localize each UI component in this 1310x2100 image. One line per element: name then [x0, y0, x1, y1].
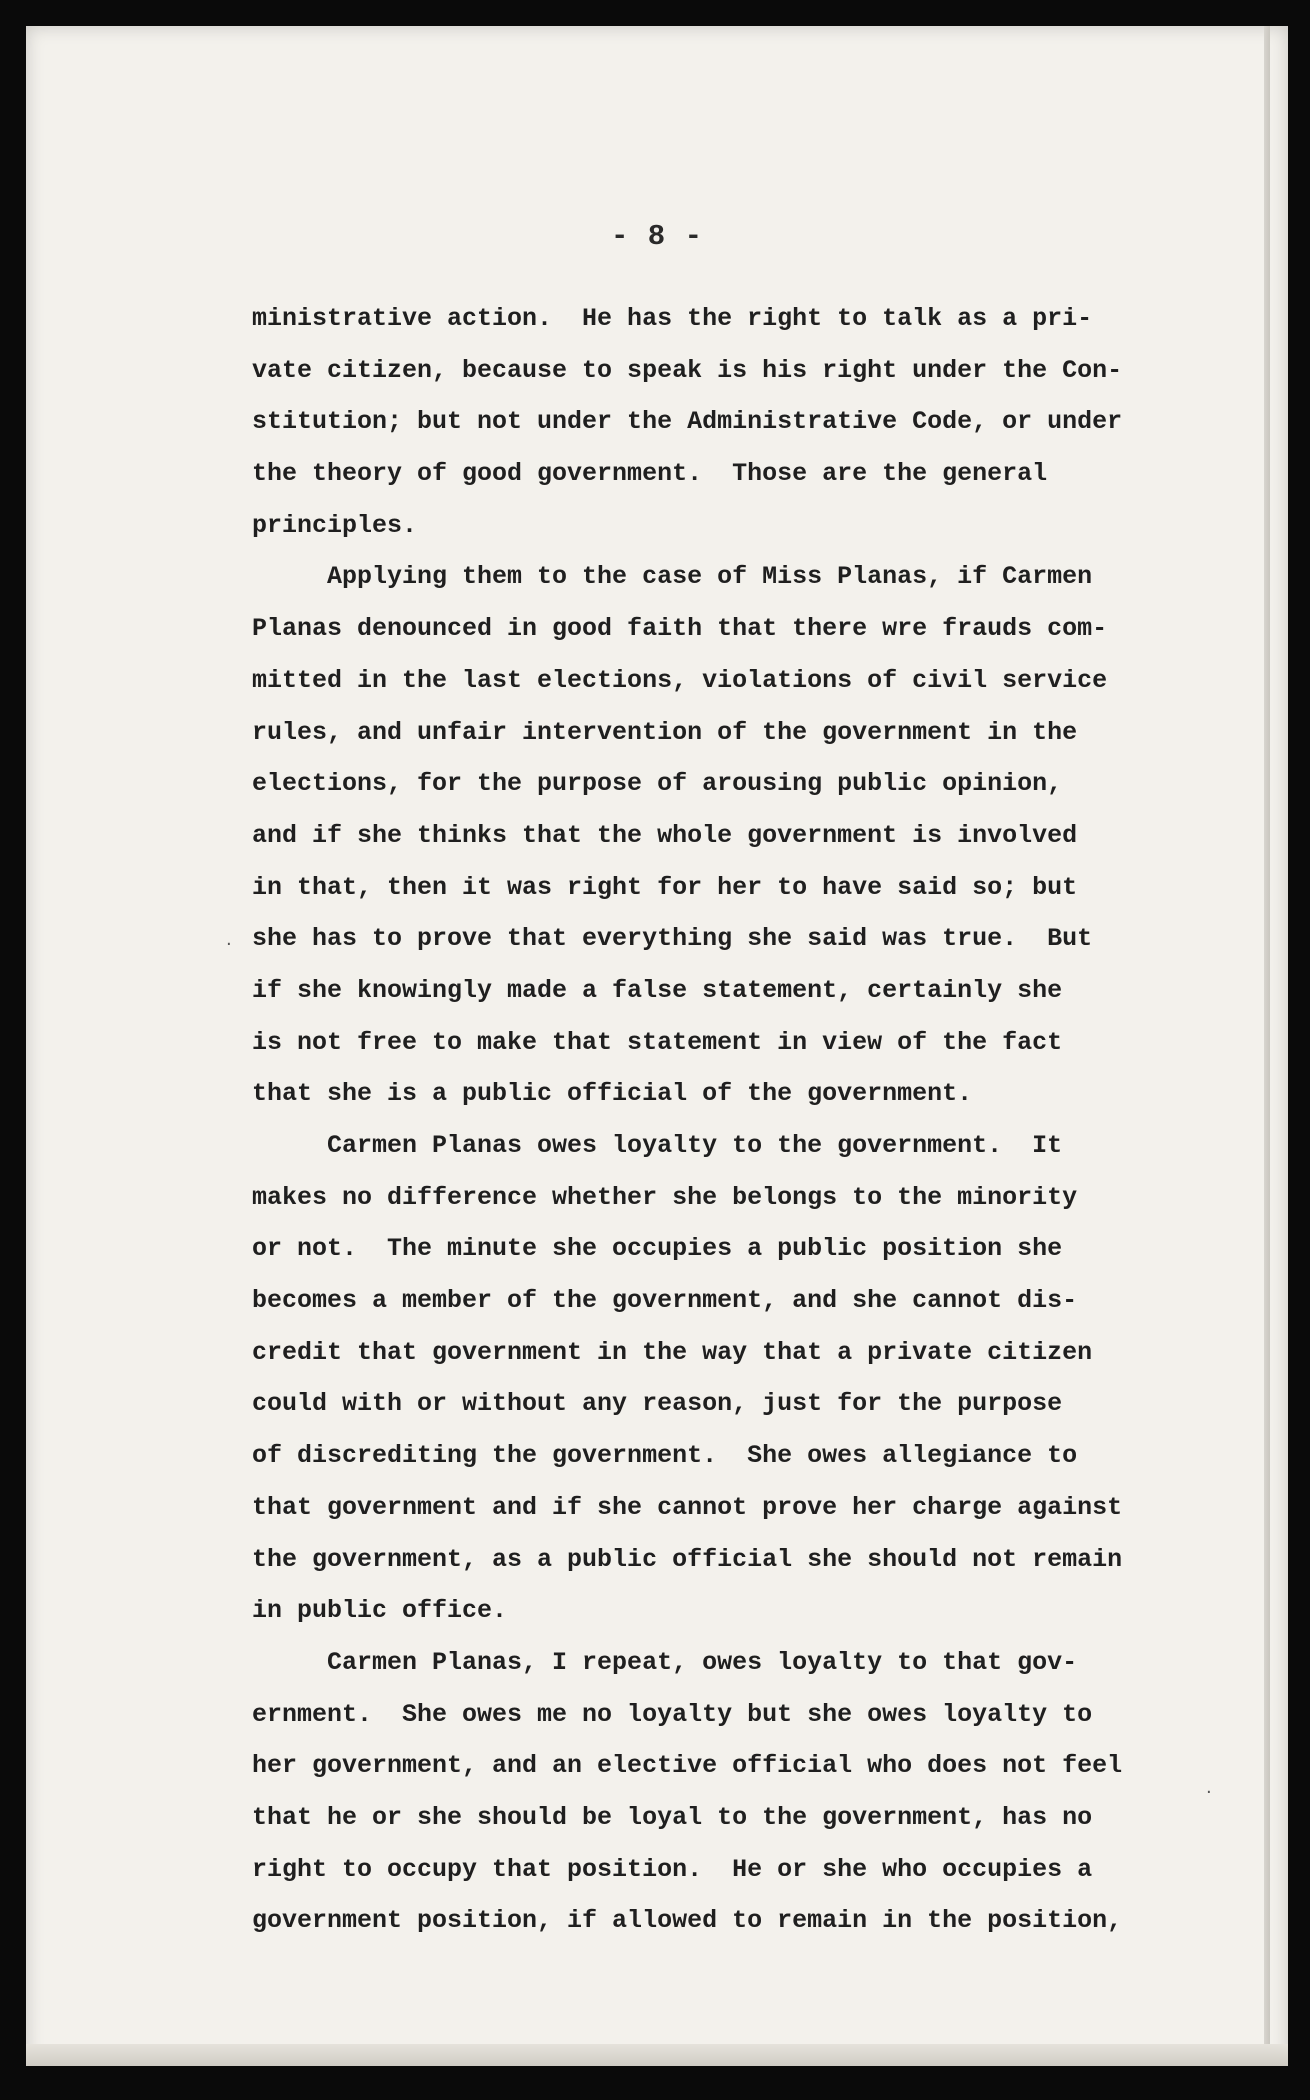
- text-line: that he or she should be loyal to the government, has no: [252, 1802, 1093, 1832]
- paper-bottom-edge: [26, 2044, 1288, 2066]
- text-line: becomes a member of the government, and she cannot dis-: [252, 1286, 1078, 1316]
- text-line: her government, and an elective official who does not feel: [252, 1751, 1123, 1781]
- text-line: she has to prove that everything she said was true. But: [252, 924, 1093, 954]
- text-line: the theory of good government. Those are the general: [252, 459, 1048, 489]
- paper-sheet: [26, 26, 1288, 2066]
- text-line: Carmen Planas, I repeat, owes loyalty to that gov-: [252, 1647, 1078, 1677]
- text-line: of discrediting the government. She owes allegiance to: [252, 1441, 1078, 1471]
- stray-mark: ·: [226, 934, 232, 955]
- text-line: in that, then it was right for her to have said so; but: [252, 872, 1078, 902]
- text-line: mitted in the last elections, violations of civil service: [252, 665, 1108, 695]
- document-body: [252, 293, 1212, 1947]
- text-line: Carmen Planas owes loyalty to the government. It: [252, 1131, 1063, 1160]
- text-line: government position, if allowed to remain in the position,: [252, 1906, 1123, 1936]
- text-line: principles.: [252, 510, 418, 540]
- text-line: in public office.: [252, 1596, 508, 1626]
- text-line: right to occupy that position. He or she who occupies a: [252, 1854, 1093, 1884]
- text-line: credit that government in the way that a private citizen: [252, 1337, 1093, 1367]
- text-line: could with or without any reason, just for the purpose: [252, 1389, 1063, 1419]
- paper-edge: [1264, 26, 1270, 2066]
- text-line: stitution; but not under the Administrative Code, or under: [252, 407, 1123, 437]
- text-line: or not. The minute she occupies a public position she: [252, 1234, 1063, 1264]
- text-line: makes no difference whether she belongs to the minority: [252, 1182, 1078, 1212]
- page-number: - 8 -: [610, 220, 703, 253]
- text-line: rules, and unfair intervention of the government in the: [252, 717, 1078, 747]
- text-line: vate citizen, because to speak is his right under the Con-: [252, 355, 1123, 385]
- text-line: elections, for the purpose of arousing public opinion,: [252, 769, 1063, 799]
- text-line: the government, as a public official she should not remain: [252, 1544, 1123, 1574]
- text-line: that she is a public official of the government.: [252, 1079, 973, 1109]
- text-line: ministrative action. He has the right to talk as a pri-: [252, 304, 1093, 333]
- text-line: that government and if she cannot prove her charge against: [252, 1492, 1123, 1522]
- text-line: and if she thinks that the whole government is involved: [252, 820, 1078, 850]
- text-line: is not free to make that statement in view of the fact: [252, 1027, 1063, 1057]
- text-line: if she knowingly made a false statement, certainly she: [252, 975, 1063, 1005]
- text-line: ernment. She owes me no loyalty but she owes loyalty to: [252, 1699, 1093, 1729]
- text-line: Applying them to the case of Miss Planas, if Carmen: [252, 562, 1093, 592]
- stray-mark: ·: [1206, 1782, 1212, 1803]
- text-line: Planas denounced in good faith that there wre frauds com-: [252, 614, 1108, 644]
